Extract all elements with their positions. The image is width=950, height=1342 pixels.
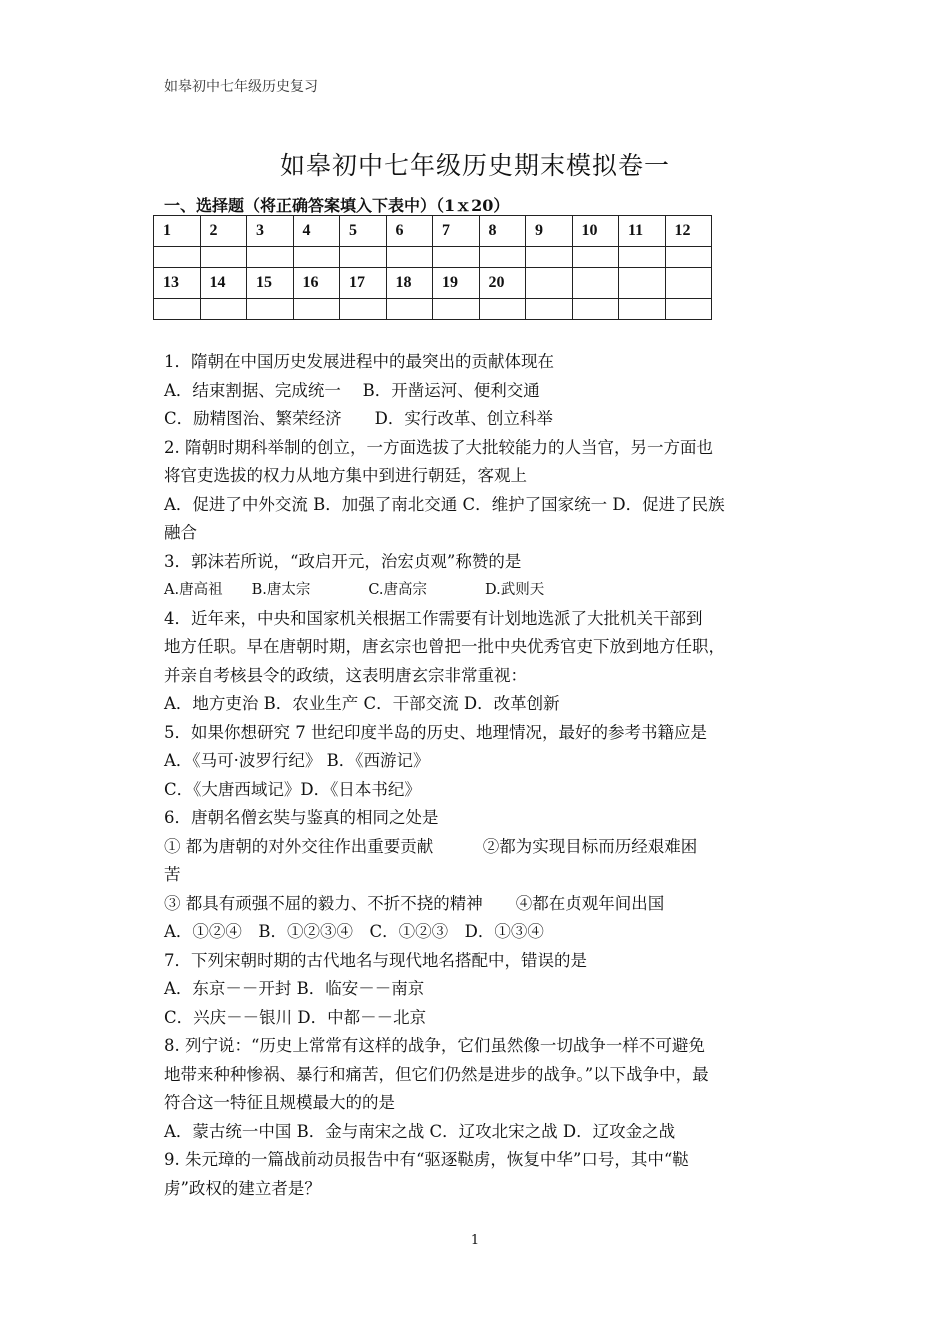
question-list — [164, 348, 794, 1203]
answer-options: C．兴庆－－银川 D．中都－－北京 — [164, 1007, 427, 1027]
answer-number-cell: 3 — [247, 216, 294, 247]
answer-number-cell: 6 — [386, 216, 433, 247]
question-text: 7．下列宋朝时期的古代地名与现代地名搭配中，错误的是 — [164, 950, 587, 970]
question-text: 并亲自考核县令的政绩，这表明唐玄宗非常重视： — [164, 665, 527, 685]
answer-number-cell — [572, 268, 619, 299]
answer-cell[interactable] — [293, 247, 340, 268]
answer-number-cell: 19 — [433, 268, 480, 299]
answer-cell[interactable] — [433, 299, 480, 320]
answer-cell[interactable] — [665, 247, 712, 268]
question-text: 将官吏选拔的权力从地方集中到进行朝廷，客观上 — [164, 466, 527, 485]
answer-number-cell: 8 — [479, 216, 526, 247]
answer-blank-row — [154, 299, 712, 320]
answer-number-cell: 13 — [154, 268, 201, 299]
answer-cell[interactable] — [247, 247, 294, 268]
answer-number-cell — [665, 268, 712, 299]
answer-options: C．《大唐西域记》D．《日本书纪》 — [164, 779, 421, 799]
answer-number-cell: 10 — [572, 216, 619, 247]
answer-number-cell: 15 — [247, 268, 294, 299]
answer-cell[interactable] — [340, 247, 387, 268]
answer-number-cell: 4 — [293, 216, 340, 247]
answer-cell[interactable] — [619, 247, 666, 268]
answer-cell[interactable] — [154, 299, 201, 320]
statement-item: 苦 — [164, 865, 181, 884]
answer-table — [153, 215, 712, 320]
question-text: 2. 隋朝时期科举制的创立，一方面选拔了大批较能力的人当官，另一方面也 — [164, 437, 713, 457]
answer-options: A．《马可·波罗行纪》 B．《西游记》 — [164, 751, 430, 770]
section-heading: 一、选择题（将正确答案填入下表中）（1ｘ20） — [164, 196, 510, 215]
answer-options: A．促进了中外交流 B．加强了南北交通 C．维护了国家统一 D．促进了民族 — [164, 494, 725, 514]
answer-options: A．东京－－开封 B．临安－－南京 — [164, 979, 425, 998]
answer-cell[interactable] — [293, 299, 340, 320]
question-text: 3．郭沫若所说，“政启开元，治宏贞观”称赞的是 — [164, 551, 522, 571]
answer-cell[interactable] — [386, 299, 433, 320]
answer-blank-row — [154, 247, 712, 268]
answer-options: A．蒙古统一中国 B．金与南宋之战 C．辽攻北宋之战 D．辽攻金之战 — [164, 1121, 676, 1141]
answer-options: A．地方吏治 B．农业生产 C．干部交流 D．改革创新 — [164, 694, 560, 713]
answer-cell[interactable] — [154, 247, 201, 268]
answer-cell[interactable] — [572, 247, 619, 268]
answer-number-cell: 7 — [433, 216, 480, 247]
page-number: 1 — [470, 1233, 480, 1248]
answer-cell[interactable] — [572, 299, 619, 320]
question-text: 5．如果你想研究 7 世纪印度半岛的历史、地理情况，最好的参考书籍应是 — [164, 722, 707, 742]
running-header: 如皋初中七年级历史复习 — [164, 79, 318, 95]
exam-title: 如皋初中七年级历史期末模拟卷一 — [279, 151, 670, 180]
answer-options: 融合 — [164, 523, 197, 542]
answer-number-cell: 18 — [386, 268, 433, 299]
answer-number-cell — [619, 268, 666, 299]
answer-cell[interactable] — [200, 299, 247, 320]
answer-number-cell: 9 — [526, 216, 573, 247]
question-text: 符合这一特征且规模最大的的是 — [164, 1093, 395, 1112]
answer-number-cell: 14 — [200, 268, 247, 299]
statement-item: ③ 都具有顽强不屈的毅力、不折不挠的精神 ④都在贞观年间出国 — [164, 893, 665, 913]
answer-number-cell: 17 — [340, 268, 387, 299]
answer-cell[interactable] — [665, 299, 712, 320]
answer-number-cell: 20 — [479, 268, 526, 299]
question-text: 4．近年来，中央和国家机关根据工作需要有计划地选派了大批机关干部到 — [164, 608, 703, 628]
answer-cell[interactable] — [386, 247, 433, 268]
answer-number-cell: 5 — [340, 216, 387, 247]
answer-cell[interactable] — [479, 299, 526, 320]
answer-cell[interactable] — [340, 299, 387, 320]
answer-options: A．①②④ B．①②③④ C．①②③ D．①③④ — [164, 922, 544, 941]
answer-cell[interactable] — [619, 299, 666, 320]
answer-number-row — [154, 268, 712, 299]
answer-number-cell: 16 — [293, 268, 340, 299]
answer-number-cell: 12 — [665, 216, 712, 247]
answer-number-cell: 11 — [619, 216, 666, 247]
answer-cell[interactable] — [200, 247, 247, 268]
answer-cell[interactable] — [433, 247, 480, 268]
question-text: 9. 朱元璋的一篇战前动员报告中有“驱逐鞑虏，恢复中华”口号，其中“鞑 — [164, 1150, 689, 1169]
statement-item: ① 都为唐朝的对外交往作出重要贡献 ②都为实现目标而历经艰难困 — [164, 836, 698, 856]
question-text: 1．隋朝在中国历史发展进程中的最突出的贡献体现在 — [164, 352, 554, 371]
question-text: 虏”政权的建立者是？ — [164, 1178, 321, 1198]
answer-cell[interactable] — [247, 299, 294, 320]
question-text: 地带来种种惨祸、暴行和痛苦，但它们仍然是进步的战争。”以下战争中，最 — [164, 1064, 709, 1084]
answer-cell[interactable] — [526, 299, 573, 320]
answer-cell[interactable] — [526, 247, 573, 268]
answer-number-cell — [526, 268, 573, 299]
answer-number-row — [154, 216, 712, 247]
answer-cell[interactable] — [479, 247, 526, 268]
question-text: 地方任职。早在唐朝时期，唐玄宗也曾把一批中央优秀官吏下放到地方任职， — [164, 637, 725, 656]
answer-options: A.唐高祖 B.唐太宗 C.唐高宗 D.武则天 — [164, 582, 545, 598]
question-text: 6．唐朝名僧玄奘与鉴真的相同之处是 — [164, 808, 439, 827]
question-text: 8. 列宁说：“历史上常常有这样的战争，它们虽然像一切战争一样不可避免 — [164, 1036, 705, 1055]
answer-number-cell: 2 — [200, 216, 247, 247]
answer-number-cell: 1 — [154, 216, 201, 247]
answer-options: A．结束割据、完成统一 B．开凿运河、便利交通 — [164, 380, 540, 400]
answer-options: C．励精图治、繁荣经济 D．实行改革、创立科举 — [164, 409, 553, 428]
